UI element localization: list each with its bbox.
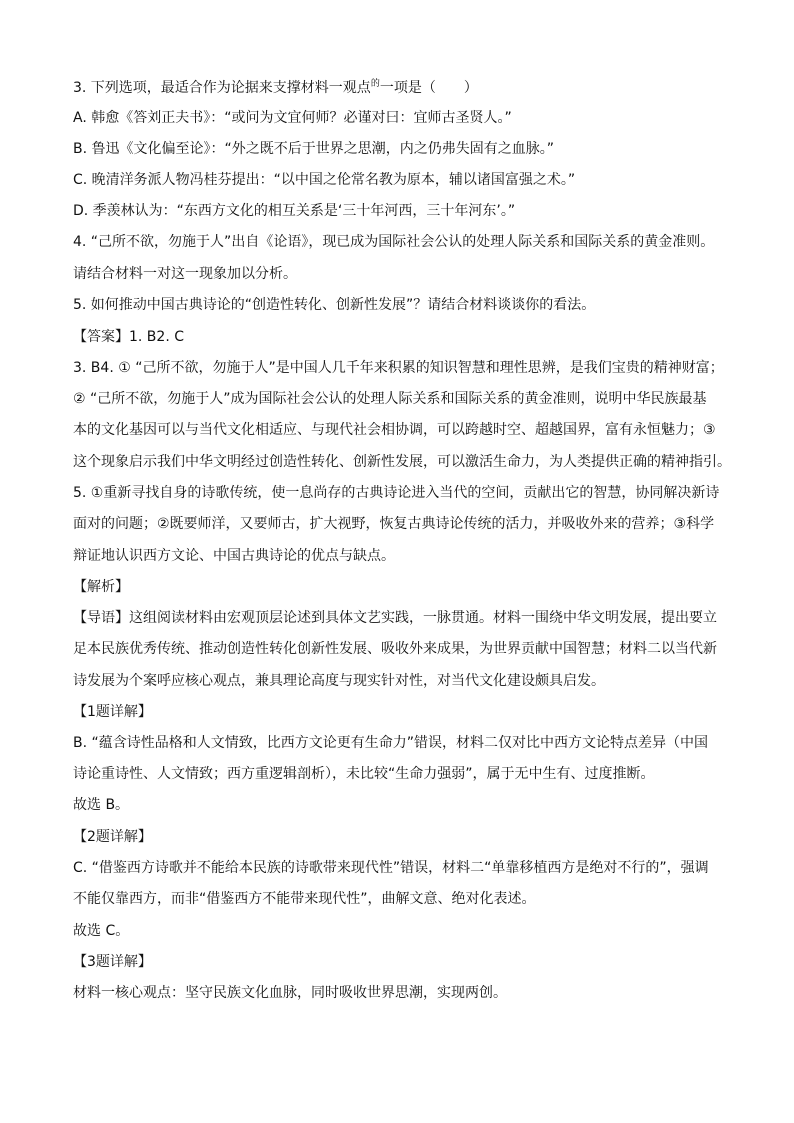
answer-line: ② “己所不欲，勿施于人”成为国际社会公认的处理人际关系和国际关系的黄金准则，说明中华民族最基 [73, 391, 707, 407]
detail-2-line: C. “借鉴西方诗歌并不能给本民族的诗歌带来现代性”错误，材料二“单靠移植西方是绝对不行的”，强调 [73, 860, 709, 876]
question-3 [73, 74, 733, 98]
question-5: 5. 如何推动中国古典诗论的“创造性转化、创新性发展”？请结合材料谈谈你的看法。 [73, 297, 596, 313]
answer-heading [73, 327, 733, 347]
answer-line: 3. B4. ① “己所不欲，勿施于人”是中国人几千年来积累的知识智慧和理性思辨，是我们宝贵的精神财富； [73, 360, 724, 376]
analysis-tag: 【解析】 [73, 579, 129, 595]
question-4-line-1: 4. “己所不欲，勿施于人”出自《论语》，现已成为国际社会公认的处理人际关系和国际关系的黄金准则。 [73, 234, 715, 250]
guide-text: 这组阅读材料由宏观顶层论述到具体文艺实践，一脉贯通。材料一围绕中华文明发展，提出要立 [129, 610, 717, 626]
answer-line: 辩证地认识西方文论、中国古典诗论的优点与缺点。 [73, 548, 395, 564]
answer-line: 面对的问题；②既要师洋，又要师古，扩大视野，恢复古典诗论传统的活力，并吸收外来的营养；③科学 [73, 516, 715, 532]
detail-1-choice: 故选 B。 [73, 797, 130, 813]
answer-line: 本的文化基因可以与当代文化相适应、与现代社会相协调，可以跨越时空、超越国界，富有永恒魅力；③ [73, 422, 716, 438]
detail-2-line: 不能仅靠西方，而非“借鉴西方不能带来现代性”，曲解文意、绝对化表述。 [73, 891, 536, 907]
detail-2-tag: 【2题详解】 [73, 829, 152, 845]
detail-1-tag: 【1题详解】 [73, 704, 152, 720]
detail-1-line: 诗论重诗性、人文情致；西方重逻辑剖析），未比较“生命力强弱”，属于无中生有、过度推断。 [73, 766, 655, 782]
answer-line: 这个现象启示我们中华文明经过创造性转化、创新性发展，可以激活生命力，为人类提供正确的精神指引。 [73, 454, 731, 470]
question-3-raised-char: 的 [370, 79, 380, 89]
guide-line: 诗发展为个案呼应核心观点，兼具理论高度与现实针对性，对当代文化建设颇具启发。 [73, 673, 605, 689]
guide-line: 足本民族优秀传统、推动创造性转化创新性发展、吸收外来成果，为世界贡献中国智慧；材料二以当代新 [73, 641, 717, 657]
detail-1-line: B. “蕴含诗性品格和人文情致，比西方文论更有生命力”错误，材料二仅对比中西方文论特点差异（中国 [73, 735, 709, 751]
answer-text: 1. B2. C [129, 329, 184, 345]
option-c: C. 晚清洋务派人物冯桂芬提出：“以中国之伦常名教为原本，辅以诸国富强之术。” [73, 172, 576, 188]
option-a: A. 韩愈《答刘正夫书》：“或问为文宜何师？必谨对曰：宜师古圣贤人。” [73, 110, 512, 126]
option-d: D. 季羡林认为：“东西方文化的相互关系是‘三十年河西，三十年河东’。” [73, 203, 516, 219]
answer-line: 5. ①重新寻找自身的诗歌传统，使一息尚存的古典诗论进入当代的空间，贡献出它的智慧，协同解决新诗 [73, 485, 720, 501]
option-b: B. 鲁迅《文化偏至论》：“外之既不后于世界之思潮，内之仍弗失固有之血脉。” [73, 141, 555, 157]
guide-tag: 【导语】 [73, 610, 129, 626]
detail-3-line: 材料一核心观点：坚守民族文化血脉，同时吸收世界思潮，实现两创。 [73, 985, 507, 1001]
question-4-line-2: 请结合材料一对这一现象加以分析。 [73, 266, 297, 282]
question-3-suffix: 一项是（ ） [379, 80, 478, 96]
answer-tag: 【答案】 [73, 329, 129, 345]
guide-line-1 [73, 608, 733, 628]
question-3-prefix: 3. 下列选项，最适合作为论据来支撑材料一观点 [73, 80, 371, 96]
detail-2-choice: 故选 C。 [73, 923, 130, 939]
detail-3-tag: 【3题详解】 [73, 954, 152, 970]
